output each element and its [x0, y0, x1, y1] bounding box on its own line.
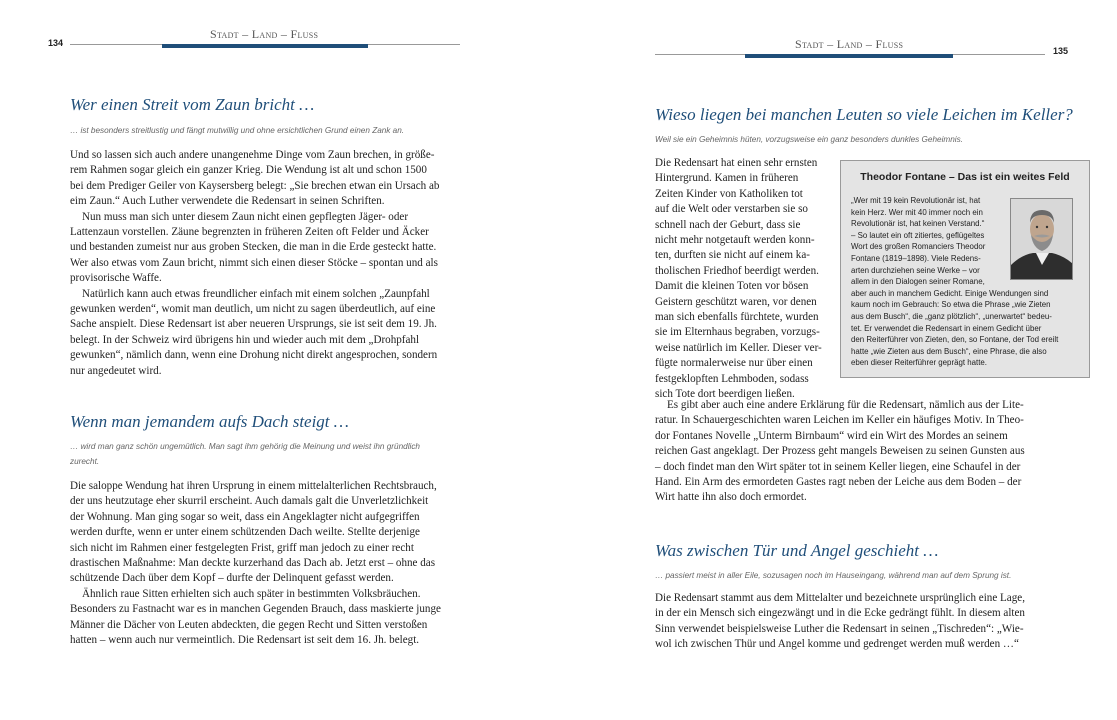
text-line: schützende Dach über dem Kopf – durfte der Delinquent gefasst werden. [70, 572, 394, 585]
heading-dach: Wenn man jemandem aufs Dach steigt … [70, 412, 349, 431]
text-line: Lattenzaun vorstellen. Zäune begrenzten in früheren Zeiten oft Felder und Äcker [70, 226, 429, 239]
subtitle-zaun: … ist besonders streitlustig und fängt mutwillig und ohne ersichtlichen Grund einen Zank an. [70, 126, 405, 135]
heading-keller: Wieso liegen bei manchen Leuten so viele Leichen im Keller? [655, 105, 1073, 124]
paragraph [70, 479, 470, 587]
text-line: Und so lassen sich auch andere unangenehme Dinge vom Zaun brechen, in größe- [70, 149, 435, 161]
text-line: festgeklopften Lehmboden, sodass [655, 372, 809, 385]
text-line: eim Zaun.“ Auch Luther verwendete die Redensart in seinen Schriften. [70, 195, 385, 208]
running-title-left: Stadt – Land – Fluss [210, 27, 319, 41]
text-line: sich Tote dort beerdigen ließen. [655, 388, 795, 401]
body-tuer [655, 591, 1055, 653]
body-zaun [70, 148, 470, 379]
text-line: werden durfte, wenn er unter einem schützenden Dach weilte. Stellte derjenige [70, 526, 420, 539]
body-keller-full [655, 398, 1055, 506]
text-line: aber auch in manchem Gedicht. Einige Wendungen sind [851, 288, 1049, 298]
text-line: Die Redensart hat einen sehr ernsten [655, 157, 818, 169]
text-line: – So lautet ein oft zitiertes, geflügeltes [851, 230, 985, 240]
text-line: Es gibt aber auch eine andere Erklärung für die Redensart, nämlich aus der Lite- [667, 399, 1024, 411]
text-line: Geistern geschützt waren, vor denen [655, 295, 817, 308]
text-line: kein Herz. Wer mit 40 immer noch ein [851, 207, 983, 217]
text-line: ratur. In Schauergeschichten waren Leichen im Keller ein häufiges Motiv. In Theo- [655, 414, 1024, 427]
text-line: Ähnlich raue Sitten erhielten sich auch später in bestimmten Volksbräuchen. [82, 587, 421, 600]
text-line: provisorische Waffe. [70, 272, 162, 285]
infobox-title: Theodor Fontane – Das ist ein weites Feld [860, 171, 1070, 183]
text-line: Damit die kleinen Toten vor bösen [655, 280, 809, 293]
text-line: der Wohnung. Man ging sogar so weit, dass ein Angeklagter nicht aufgegriffen [70, 510, 420, 523]
header-rule-accent-left [162, 44, 368, 48]
text-line: Hand. Ein Arm des ermordeten Gastes ragt neben der Leiche aus dem Boden – der [655, 476, 1022, 489]
text-line: rem Rahmen sogar gleich ein ganzer Krieg. Die Wendung ist alt und schon 1500 [70, 164, 427, 177]
text-line: allem in den Dialogen seiner Romane, [851, 277, 985, 287]
text-line: Sinn verwendet beispielsweise Luther die Redensart in seinen „Tischreden“: „Wie- [655, 622, 1024, 635]
text-line: schnell nach der Geburt, dass sie [655, 218, 801, 231]
paragraph [70, 287, 470, 379]
page-number-left: 134 [48, 38, 64, 48]
subtitle-keller: Weil sie ein Geheimnis hüten, vorzugsweise ein ganz besonders dunkles Geheimnis. [655, 135, 963, 144]
text-line: hatte „wie Zieten aus dem Busch“, eine Phrase, die also [851, 346, 1047, 356]
text-line: reichen Gast angeklagt. Der Prozess geht mangels Beweisen zu seinen Gunsten aus [655, 445, 1025, 458]
text-line: kaum noch im Gebrauch: So etwa die Phrase „wie Zieten [851, 300, 1051, 310]
header-rule-accent-right [745, 54, 953, 58]
text-line: in der ein Mensch sich eingezwängt und in die Ecke gedrängt fühlt. In diesem alten [655, 607, 1025, 620]
portrait-illustration [1011, 199, 1073, 280]
text-line: eben dieser Reiterführer geprägt hatte. [851, 358, 987, 368]
text-line: tet. Er verwendet die Redensart in einem Gedicht über [851, 323, 1042, 333]
text-line: sie im Elternhaus begraben, vorzugs- [655, 326, 820, 339]
text-line: den Reiterführer von Zieten, den, so Fontane, der Tod ereilt [851, 335, 1059, 345]
text-line: gewunken werden“, womit man deutlich, um nicht zu sagen überdeutlich, auf eine [70, 303, 436, 316]
text-line: Natürlich kann auch etwas freundlicher einfach mit einem solchen „Zaunpfahl [82, 287, 430, 300]
text-line: Wort des großen Romanciers Theodor [851, 242, 986, 252]
text-line: man sich ebenfalls fürchtete, wurden [655, 311, 819, 324]
text-line: aus dem Busch“, die „ganz plötzlich“, „unerwartet“ bedeu- [851, 311, 1052, 321]
fontane-portrait [1010, 198, 1073, 280]
paragraph [70, 587, 470, 649]
text-line: fügte normalerweise nur über einen [655, 357, 813, 370]
heading-tuer: Was zwischen Tür und Angel geschieht … [655, 541, 939, 560]
text-line: belegt. In der Schweiz wird übrigens hin und wieder auch mit dem „Drohpfahl [70, 333, 420, 346]
text-line: weise natürlich im Keller. Dieser ver- [655, 341, 822, 354]
subtitle-dach-line: zurecht. [70, 457, 100, 466]
body-keller-column [655, 156, 835, 403]
page-number-right: 135 [1053, 46, 1069, 56]
running-title-right: Stadt – Land – Fluss [795, 37, 904, 51]
text-line: auf die Welt oder verstarben sie so [655, 203, 808, 216]
text-line: nicht mehr notgetauft werden konn- [655, 234, 815, 247]
text-line: Hintergrund. Kamen in früheren [655, 172, 799, 185]
text-line: „Wer mit 19 kein Revolutionär ist, hat [851, 196, 981, 205]
text-line: Wer also etwas vom Zaun bricht, nimmt sich einen dieser Stöcke – spontan und als [70, 256, 438, 269]
text-line: bei dem Prediger Geiler von Kaysersberg belegt: „Sie brechen etwan ein Ursach ab [70, 179, 440, 192]
paragraph [70, 148, 470, 210]
text-line: und bestanden zumeist nur aus groben Stecken, die man in die Erde gesteckt hatte. [70, 241, 437, 254]
text-line: wol ich zwischen Thür und Angel komme und gedrenget werden muß werden …“ [655, 638, 1019, 651]
text-line: nur angedeutet wird. [70, 364, 162, 377]
text-line: Fontane (1819–1898). Viele Redens- [851, 253, 981, 263]
paragraph [70, 210, 470, 287]
text-line: tholischen Friedhof beerdigt werden. [655, 264, 819, 277]
text-line: Die Redensart stammt aus dem Mittelalter und bezeichnete ursprünglich eine Lage, [655, 592, 1025, 604]
body-dach [70, 479, 470, 648]
text-line: Revolutionär ist, hat keinen Verstand.“ [851, 219, 985, 229]
subtitle-tuer: … passiert meist in aller Eile, sozusagen noch im Hauseingang, während man auf dem Sprung ist. [655, 571, 1012, 580]
text-line: arten durchziehen seine Werke – vor [851, 265, 980, 275]
subtitle-dach-line: … wird man ganz schön ungemütlich. Man sagt ihm gehörig die Meinung und weist ihn gründlich [70, 442, 420, 451]
heading-zaun: Wer einen Streit vom Zaun bricht … [70, 95, 315, 114]
text-line: ten, durften sie nicht auf einem ka- [655, 249, 810, 262]
text-line: Männer die Dächer von Leuten abdeckten, die gegen Recht und Sitten verstoßen [70, 618, 428, 631]
text-line: Nun muss man sich unter diesem Zaun nicht einen gepflegten Jäger- oder [82, 210, 409, 223]
text-line: drastischen Maßnahme: Man deckte kurzerhand das Dach ab. Jetzt erst – ohne das [70, 557, 436, 570]
text-line: dor Fontanes Novelle „Unterm Birnbaum“ wird ein Wirt des Mordes an seinem [655, 429, 1008, 442]
subtitle-dach [70, 439, 420, 469]
text-line: sich nicht im Rahmen einer festgelegten Frist, griff man jedoch zu einer recht [70, 541, 414, 554]
text-line: – doch findet man den Wirt später tot in seinem Keller liegen, eine Schaufel in der [655, 460, 1021, 473]
text-line: gewunken“, nämlich dann, wenn eine Drohung nicht direkt angesprochen, sondern [70, 349, 438, 362]
text-line: Sache anspielt. Diese Redensart ist aber neueren Ursprungs, sie ist seit dem 19. Jh. [70, 318, 437, 331]
text-line: der uns heutzutage eher skurril erscheint. Auch damals galt die Unverletzlichkeit [70, 495, 429, 508]
text-line: hatten – wenn auch nur vermeintlich. Die Redensart ist seit dem 16. Jh. belegt. [70, 634, 420, 647]
text-line: Die saloppe Wendung hat ihren Ursprung in einem mittelalterlichen Rechtsbrauch, [70, 480, 437, 492]
text-line: Zeiten Kinder von Katholiken tot [655, 187, 803, 200]
text-line: Besonders zu Fastnacht war es in manchen Gegenden Brauch, dass maskierte junge [70, 603, 441, 616]
text-line: Wirt hatte ihn also doch ermordet. [655, 491, 807, 504]
